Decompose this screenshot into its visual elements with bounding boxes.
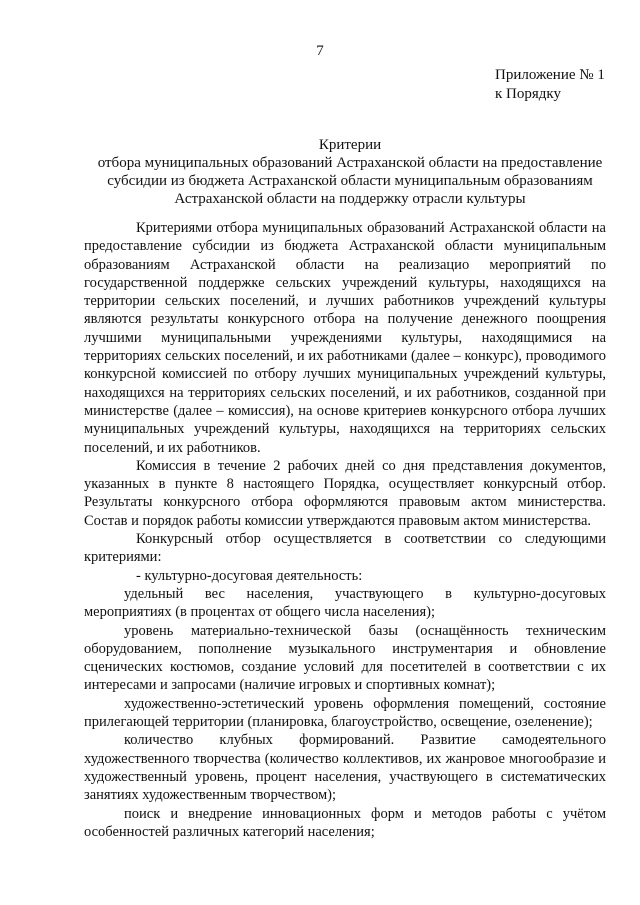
- heading-title: Критерии: [318, 137, 382, 153]
- paragraph-commission: Комиссия в течение 2 рабочих дней со дня представления документов, указанных в пункте 8 настоящего Порядка, осуществляет конкурсный отбор. Результаты конкурсного отбора оформляются правовым актом министерства. Состав и порядок работы комиссии утверждаются правовым актом министерства.: [84, 457, 606, 529]
- bullet-cultural-activity: - культурно-досуговая деятельность:: [136, 567, 363, 584]
- heading-line-1: отбора муниципальных образований Астраханской области на предоставление: [97, 155, 603, 171]
- paragraph-competition: Конкурсный отбор осуществляется в соответствии со следующими критериями:: [84, 531, 606, 566]
- document-heading: [80, 136, 620, 208]
- appendix-line-2: к Порядку: [495, 86, 561, 102]
- paragraph-selection-criteria: Критериями отбора муниципальных образований Астраханской области на предоставление субсидии из бюджета Астраханской области муниципальным образованиям Астраханской области на реализацио мероприятий по государственной поддержке сельских учреждений культуры, находящихся на территории сельских поселений, и лучших работников учреждений культуры являются результаты конкурсного отбора на получение денежного поощрения лучшими муниципальными учреждениями культуры, находящимися на территориях сельских поселений, и их работниками (далее – конкурс), проводимого конкурсной комиссией по отбору лучших муниципальных учреждений культуры, находящихся на территориях сельских поселений, и их работников, созданной при министерстве (далее – комиссия), на основе критериев конкурсного отбора лучших муниципальных учреждений культуры, находящихся на территориях сельских поселений, и их работников.: [84, 220, 606, 456]
- appendix-note: [495, 66, 605, 104]
- page-number: 7: [316, 43, 324, 59]
- criterion-item: художественно-эстетический уровень оформления помещений, состояние прилегающей территории (планировка, благоустройство, освещение, озеленение);: [84, 695, 606, 731]
- appendix-line-1: Приложение № 1: [495, 67, 605, 83]
- document-body: [84, 219, 606, 841]
- heading-line-3: Астраханской области на поддержку отрасли культуры: [174, 191, 526, 207]
- criterion-item: поиск и внедрение инновационных форм и методов работы с учётом особенностей различных категорий населения;: [84, 805, 606, 840]
- criterion-item: удельный вес населения, участвующего в культурно-досуговых мероприятиях (в процентах от общего числа населения);: [84, 585, 606, 621]
- criterion-item: уровень материально-технической базы (оснащённость техническим оборудованием, пополнение музыкального инструментария и обновление сценических костюмов, создание условий для посетителей в соответствии с их интересами и запросами (наличие игровых и спортивных комнат);: [84, 622, 606, 694]
- heading-line-2: субсидии из бюджета Астраханской области муниципальным образованиям: [107, 173, 593, 189]
- criterion-item: количество клубных формирований. Развитие самодеятельного художественного творчества (количество коллективов, их жанровое многообразие и художественный уровень, процент населения, участвующего в систематических занятиях художественным творчеством);: [84, 732, 606, 804]
